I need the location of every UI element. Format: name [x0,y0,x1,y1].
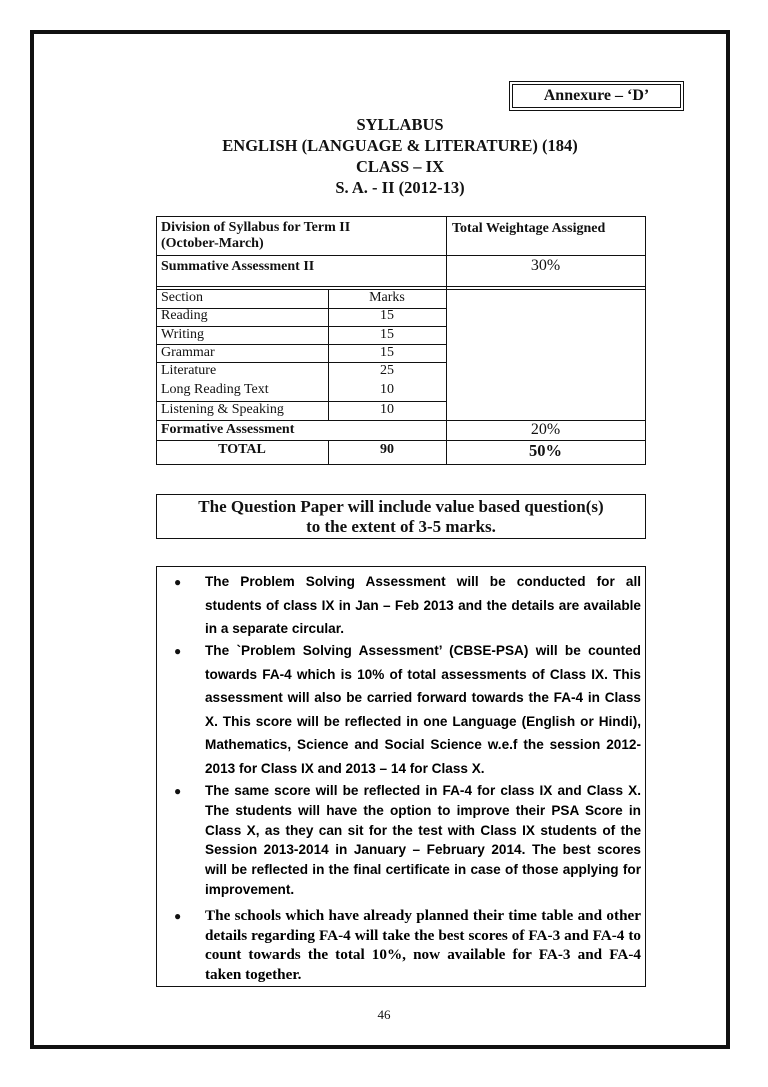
total-marks: 90 [380,442,394,457]
marks-header: Marks [369,290,405,305]
section-row: Grammar [161,345,215,360]
bullet-icon: ● [174,784,182,798]
summative-label: Summative Assessment II [161,259,315,274]
title-subject: ENGLISH (LANGUAGE & LITERATURE) (184) [222,136,578,155]
marks-cell: 15 [380,345,394,360]
section-header: Section [161,290,203,305]
weightage-header: Total Weightage Assigned [452,221,606,236]
marks-cell: 25 [380,363,394,378]
title-term: S. A. - II (2012-13) [335,178,465,197]
marks-cell: 15 [380,327,394,342]
title-syllabus: SYLLABUS [356,115,444,134]
question-paper-note: The Question Paper will include value based question(s) to the extent of 3-5 marks. [156,494,646,539]
marks-cell: 10 [380,382,394,397]
annexure-label: Annexure – ‘D’ [509,81,684,111]
total-weight: 50% [529,441,562,460]
page-number: 46 [377,1007,391,1022]
formative-label: Formative Assessment [161,422,295,437]
formative-weight: 20% [530,421,561,438]
section-row: Listening & Speaking [161,402,284,417]
marks-cell: 15 [380,308,394,323]
title-block [150,114,650,198]
section-row: Literature [161,363,217,378]
section-row: Writing [161,327,204,342]
total-label: TOTAL [218,442,266,457]
marks-cell: 10 [380,402,394,417]
title-class: CLASS – IX [355,157,445,176]
section-row: Reading [161,308,208,323]
bullet-icon: ● [174,644,182,658]
bullet-icon: ● [174,909,182,923]
syllabus-table [156,216,646,465]
division-header: Division of Syllabus for Term II (October-March) [161,220,351,251]
section-row: Long Reading Text [161,382,269,397]
bullet-icon: ● [174,575,182,589]
notes-box: ● The Problem Solving Assessment will be conducted for all students of class IX in Jan – Feb 2013 and the details are available in a separate circular. ● The `Problem Solving Assessment’ (CBSE-PSA) will be counted towards FA-4 which is 10% of total assessments of Class IX. This assessment will also be carried forward towards the FA-4 in Class X. This score will be reflected in one Language (English or Hindi), Mathematics, Science and Social Science w.e.f the session 2012-2013 for Class IX and 2013 – 14 for Class X. ● The same score will be reflected in FA-4 for class IX and Class X. The students will have the option to improve their PSA Score in Class X, as they can sit for the test with Class IX students of the Session 2013-2014 in January – February 2014. The best scores will be reflected in the final certificate in case of those applying for improvement. ● The schools which have already planned their time table and other details regarding FA-4 will take the best scores of FA-3 and FA-4 to count towards the total 10%, now available for FA-3 and FA-4 taken together. [156,566,646,987]
summative-weight: 30% [530,257,561,274]
